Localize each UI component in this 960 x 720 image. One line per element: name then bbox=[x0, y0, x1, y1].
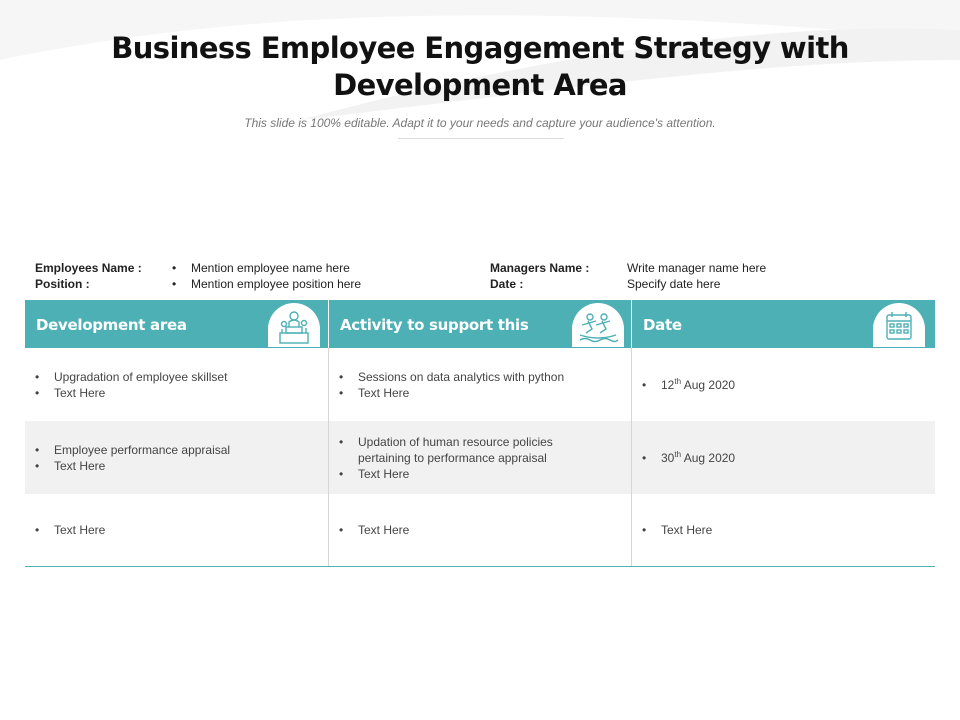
list-item: • Employee performance appraisal bbox=[35, 442, 231, 457]
date-day: 12 bbox=[661, 377, 675, 392]
header-label: Date bbox=[643, 316, 682, 334]
list-item: • Text Here bbox=[339, 385, 410, 400]
list-item: • Upgradation of employee skillset bbox=[35, 369, 228, 384]
slide-subtitle: This slide is 100% editable. Adapt it to your needs and capture your audience's attention. bbox=[244, 116, 716, 130]
employee-values bbox=[172, 260, 361, 292]
list-item: • Text Here bbox=[35, 458, 106, 473]
bullet: • bbox=[172, 277, 177, 291]
activity-cell bbox=[328, 348, 631, 421]
date-suffix: th bbox=[674, 449, 682, 459]
date-rest: Aug 2020 bbox=[681, 450, 736, 465]
rowing-team-icon bbox=[572, 303, 624, 347]
manager-values bbox=[627, 260, 766, 292]
list-item: • Text Here bbox=[35, 523, 106, 537]
manager-labels bbox=[490, 260, 589, 292]
employees-name-label: Employees Name : bbox=[35, 261, 142, 275]
table-row bbox=[25, 421, 935, 494]
header-activity bbox=[328, 300, 631, 348]
managers-name-label: Managers Name : bbox=[490, 261, 590, 275]
bullet: • bbox=[35, 385, 40, 400]
development-cell bbox=[25, 421, 328, 494]
position-label: Position : bbox=[35, 277, 90, 291]
bullet: • bbox=[339, 466, 344, 481]
list-item: • Updation of human resource policies pertaining to performance appraisal bbox=[339, 434, 553, 465]
bullet: • bbox=[35, 458, 40, 473]
date-cell bbox=[631, 494, 935, 566]
table-row bbox=[25, 348, 935, 421]
bullet: • bbox=[642, 450, 647, 465]
calendar-icon bbox=[873, 303, 925, 347]
date-label: Date : bbox=[490, 277, 524, 291]
list-item: • Sessions on data analytics with python bbox=[339, 369, 565, 384]
manager-name-value: Write manager name here bbox=[627, 261, 767, 275]
subtitle-divider bbox=[398, 138, 564, 139]
employee-position-item bbox=[172, 276, 361, 292]
header-label: Development area bbox=[36, 316, 187, 334]
list-item: • Text Here bbox=[339, 466, 410, 481]
list-item bbox=[642, 450, 935, 466]
list-item: • Text Here bbox=[339, 523, 410, 537]
development-cell bbox=[25, 494, 328, 566]
date-suffix: th bbox=[674, 376, 682, 386]
podium-icon bbox=[268, 303, 320, 347]
table-row bbox=[25, 494, 935, 566]
employee-name-item bbox=[172, 260, 361, 276]
table-bottom-rule bbox=[25, 566, 935, 567]
development-cell bbox=[25, 348, 328, 421]
activity-cell bbox=[328, 494, 631, 566]
bullet: • bbox=[339, 385, 344, 400]
bullet: • bbox=[35, 369, 40, 384]
slide-title: Business Employee Engagement Strategy with Development Area bbox=[111, 31, 849, 102]
bullet: • bbox=[35, 523, 40, 537]
date-value: Specify date here bbox=[627, 277, 721, 291]
bullet: • bbox=[642, 377, 647, 392]
header-development-area bbox=[25, 300, 328, 348]
bullet: • bbox=[172, 261, 177, 275]
list-item bbox=[642, 377, 935, 393]
employee-name-value: Mention employee name here bbox=[191, 261, 350, 275]
employee-labels bbox=[35, 260, 142, 292]
date-rest: Aug 2020 bbox=[681, 377, 736, 392]
table-header bbox=[25, 300, 935, 348]
date-cell bbox=[631, 348, 935, 421]
bullet: • bbox=[339, 369, 344, 384]
date-day: 30 bbox=[661, 450, 675, 465]
employee-position-value: Mention employee position here bbox=[191, 277, 362, 291]
date-cell bbox=[631, 421, 935, 494]
bullet: • bbox=[339, 434, 344, 449]
bullet: • bbox=[339, 523, 344, 537]
list-item: • Text Here bbox=[35, 385, 106, 400]
list-item: • Text Here bbox=[642, 523, 713, 537]
bullet: • bbox=[35, 442, 40, 457]
header-date bbox=[631, 300, 935, 348]
activity-cell bbox=[328, 421, 631, 494]
development-table bbox=[25, 300, 935, 567]
header-label: Activity to support this bbox=[340, 316, 529, 334]
bullet: • bbox=[642, 523, 647, 537]
